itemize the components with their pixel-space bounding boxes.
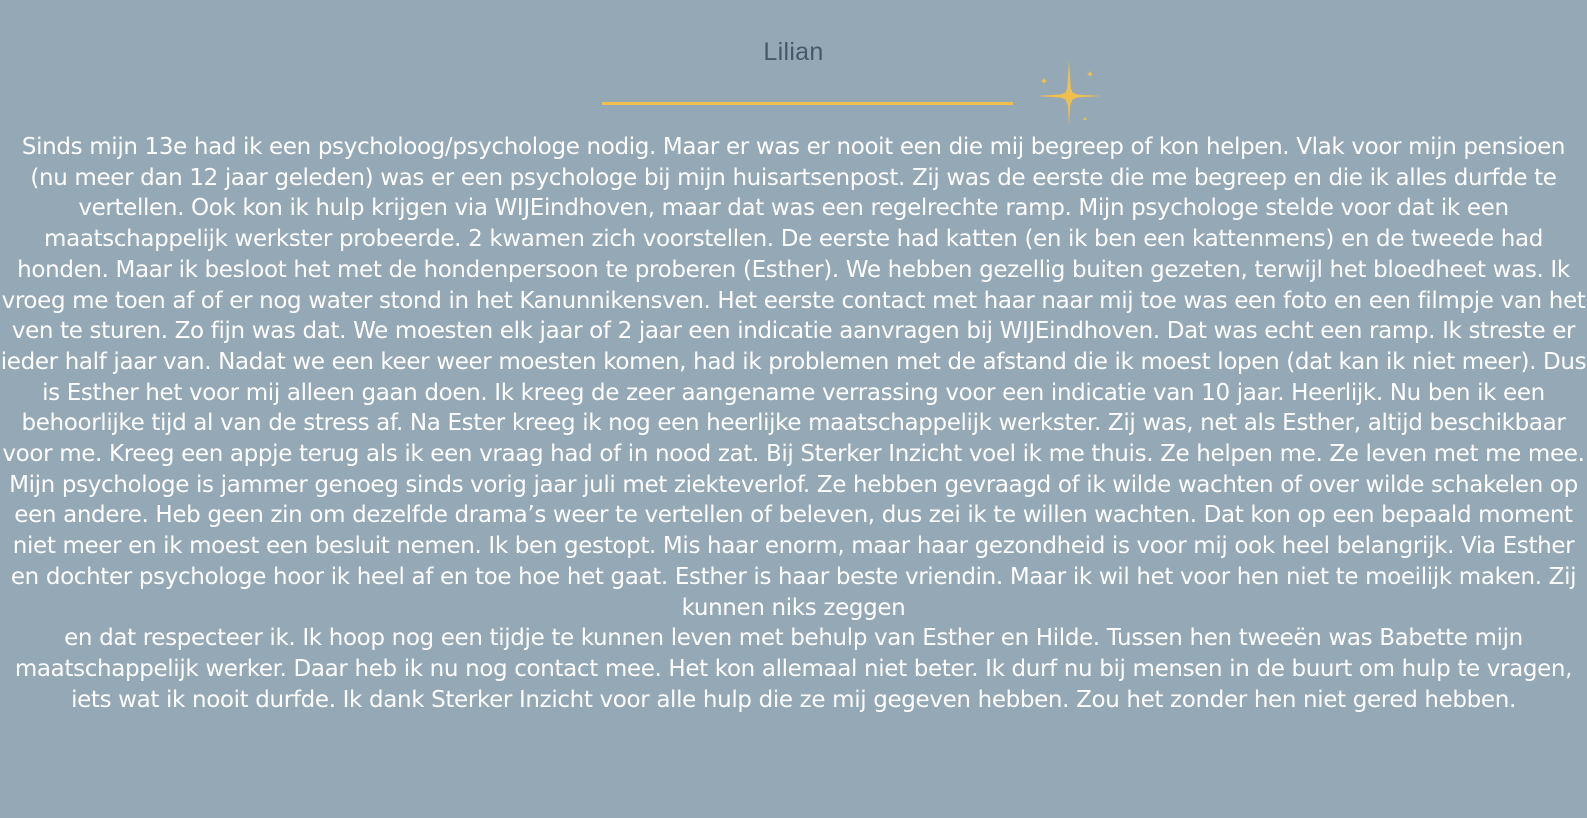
accent-divider <box>602 102 1013 105</box>
testimonial-text <box>0 132 1587 715</box>
sparkle-icon <box>1034 58 1104 128</box>
author-name: Lilian <box>763 38 824 66</box>
testimonial-paragraph: Sinds mijn 13e had ik een psycholoog/psychologe nodig. Maar er was er nooit een die mij begreep of kon helpen. Vlak voor mijn pensioen (nu meer dan 12 jaar geleden) was er een psychologe bij mijn huisartsenpost. Zij was de eerste die me begreep en die ik alles durfde te vertellen. Ook kon ik hulp krijgen via WIJEindhoven, maar dat was een regelrechte ramp. Mijn psychologe stelde voor dat ik een maatschappelijk werkster probeerde. 2 kwamen zich voorstellen. De eerste had katten (en ik ben een kattenmens) en de tweede had honden. Maar ik besloot het met de hondenpersoon te proberen (Esther). We hebben gezellig buiten gezeten, terwijl het bloedheet was. Ik vroeg me toen af of er nog water stond in het Kanunnikensven. Het eerste contact met haar naar mij toe was een foto en een filmpje van het ven te sturen. Zo fijn was dat. We moesten elk jaar of 2 jaar een indicatie aanvragen bij WIJEindhoven. Dat was echt een ramp. Ik streste er ieder half jaar van. Nadat we een keer weer moesten komen, had ik problemen met de afstand die ik moest lopen (dat kan ik niet meer). Dus is Esther het voor mij alleen gaan doen. Ik kreeg de zeer aangename verrassing voor een indicatie van 10 jaar. Heerlijk. Nu ben ik een behoorlijke tijd al van de stress af. Na Ester kreeg ik nog een heerlijke maatschappelijk werkster. Zij was, net als Esther, altijd beschikbaar voor me. Kreeg een appje terug als ik een vraag had of in nood zat. Bij Sterker Inzicht voel ik me thuis. Ze helpen me. Ze leven met me mee. Mijn psychologe is jammer genoeg sinds vorig jaar juli met ziekteverlof. Ze hebben gevraagd of ik wilde wachten of over wilde schakelen op een andere. Heb geen zin om dezelfde drama’s weer te vertellen of beleven, dus zei ik te willen wachten. Dat kon op een bepaald moment niet meer en ik moest een besluit nemen. Ik ben gestopt. Mis haar enorm, maar haar gezondheid is voor mij ook heel belangrijk. Via Esther en dochter psychologe hoor ik heel af en toe hoe het gaat. Esther is haar beste vriendin. Maar ik wil het voor hen niet te moeilijk maken. Zij kunnen niks zeggen <box>0 134 1587 621</box>
testimonial-paragraph: en dat respecteer ik. Ik hoop nog een tijdje te kunnen leven met behulp van Esther en Hilde. Tussen hen tweeën was Babette mijn maatschappelijk werker. Daar heb ik nu nog contact mee. Het kon allemaal niet beter. Ik durf nu bij mensen in de buurt om hulp te vragen, iets wat ik nooit durfde. Ik dank Sterker Inzicht voor alle hulp die ze mij gegeven hebben. Zou het zonder hen niet gered hebben. <box>14 625 1573 713</box>
